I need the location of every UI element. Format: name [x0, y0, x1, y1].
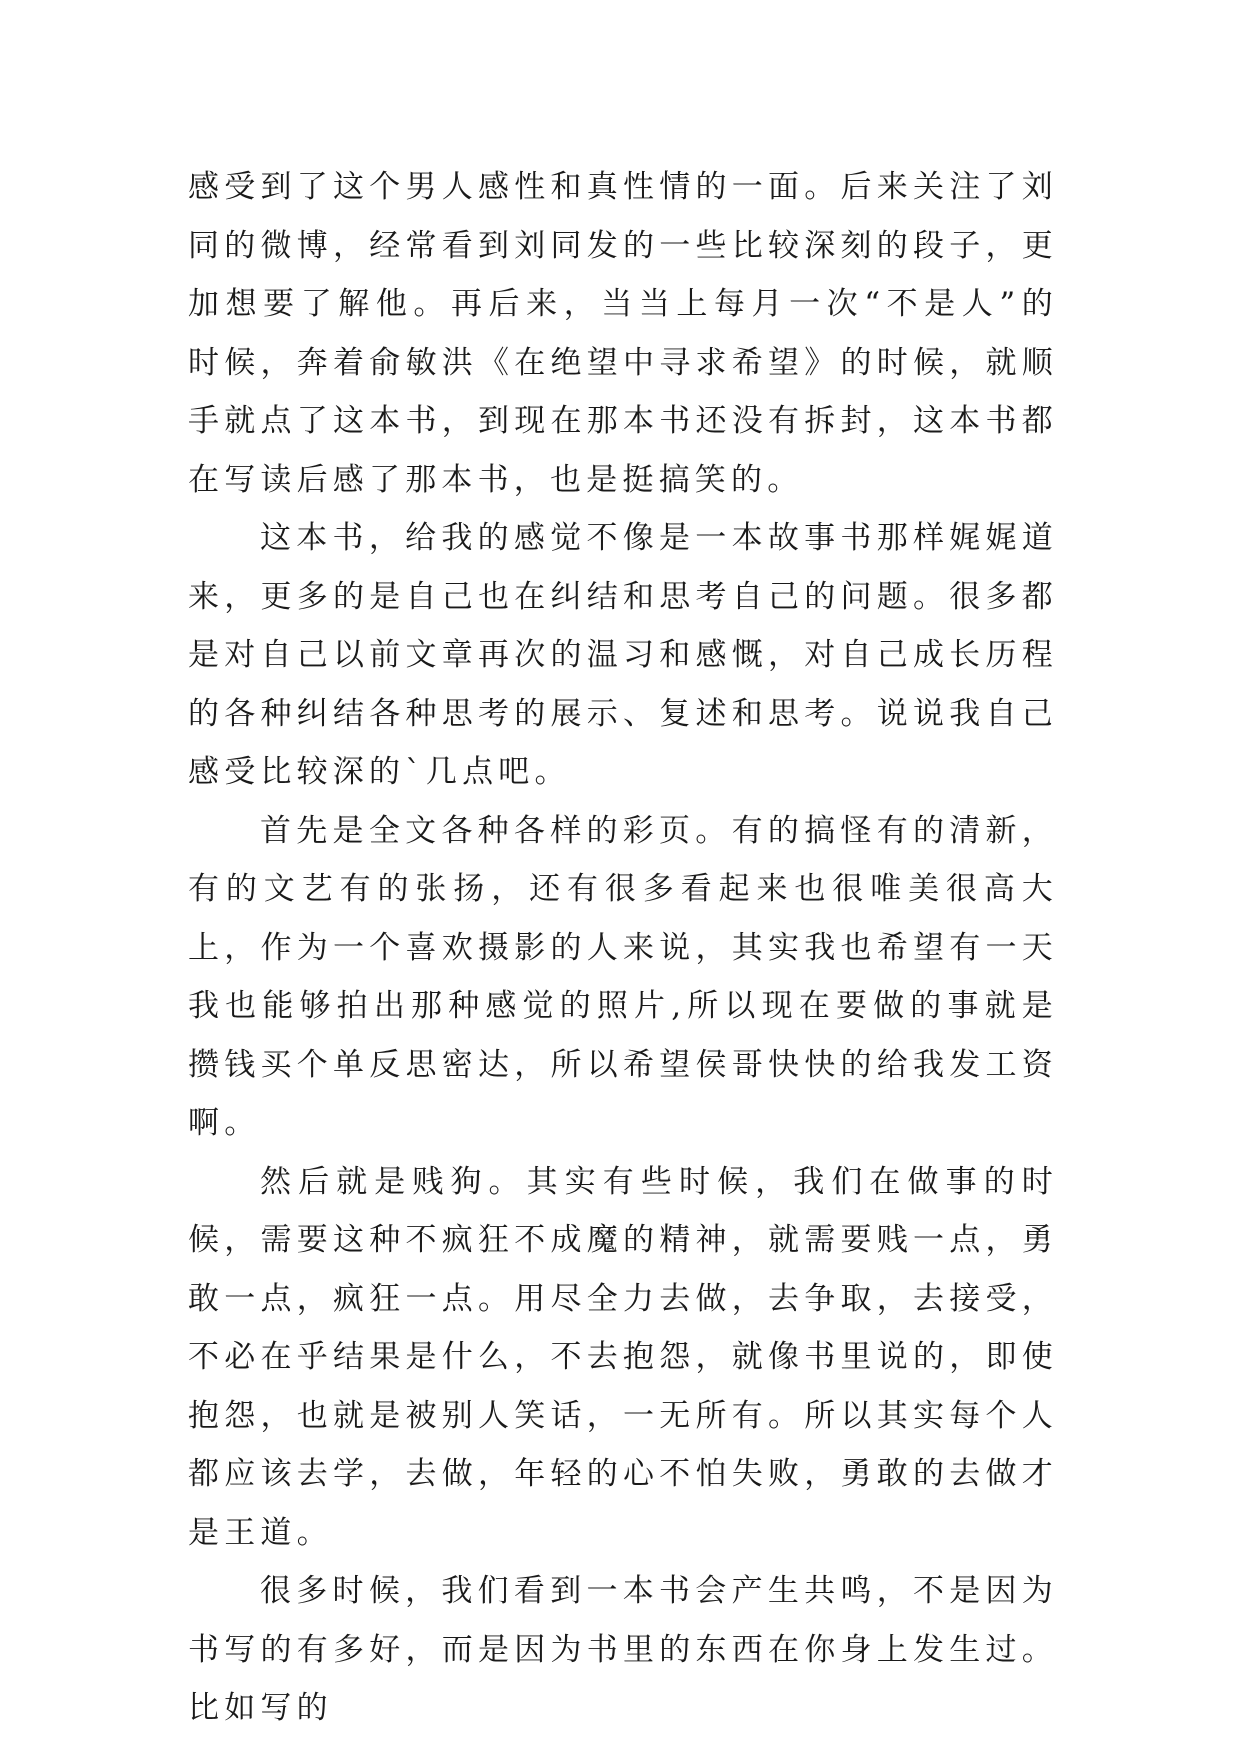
- body-text: [188, 158, 1058, 1738]
- paragraph-4: 然后就是贱狗。其实有些时候，我们在做事的时候，需要这种不疯狂不成魔的精神，就需要贱一点，勇敢一点，疯狂一点。用尽全力去做，去争取，去接受，不必在乎结果是什么，不去抱怨，就像书里说的，即使抱怨，也就是被别人笑话，一无所有。所以其实每个人都应该去学，去做，年轻的心不怕失败，勇敢的去做才是王道。: [188, 1163, 1058, 1551]
- paragraph-3: 首先是全文各种各样的彩页。有的搞怪有的清新，有的文艺有的张扬，还有很多看起来也很唯美很高大上，作为一个喜欢摄影的人来说，其实我也希望有一天我也能够拍出那种感觉的照片,所以现在要做的事就是攒钱买个单反思密达，所以希望侯哥快快的给我发工资啊。: [188, 812, 1058, 1141]
- paragraph-1: 感受到了这个男人感性和真性情的一面。后来关注了刘同的微博，经常看到刘同发的一些比较深刻的段子，更加想要了解他。再后来，当当上每月一次“不是人”的时候，奔着俞敏洪《在绝望中寻求希望》的时候，就顺手就点了这本书，到现在那本书还没有拆封，这本书都在写读后感了那本书，也是挺搞笑的。: [188, 169, 1058, 498]
- paragraph-5: 很多时候，我们看到一本书会产生共鸣，不是因为书写的有多好，而是因为书里的东西在你身上发生过。比如写的: [188, 1573, 1058, 1726]
- paragraph-2: 这本书，给我的感觉不像是一本故事书那样娓娓道来，更多的是自己也在纠结和思考自己的问题。很多都是对自己以前文章再次的温习和感慨，对自己成长历程的各种纠结各种思考的展示、复述和思考。说说我自己感受比较深的`几点吧。: [188, 520, 1058, 790]
